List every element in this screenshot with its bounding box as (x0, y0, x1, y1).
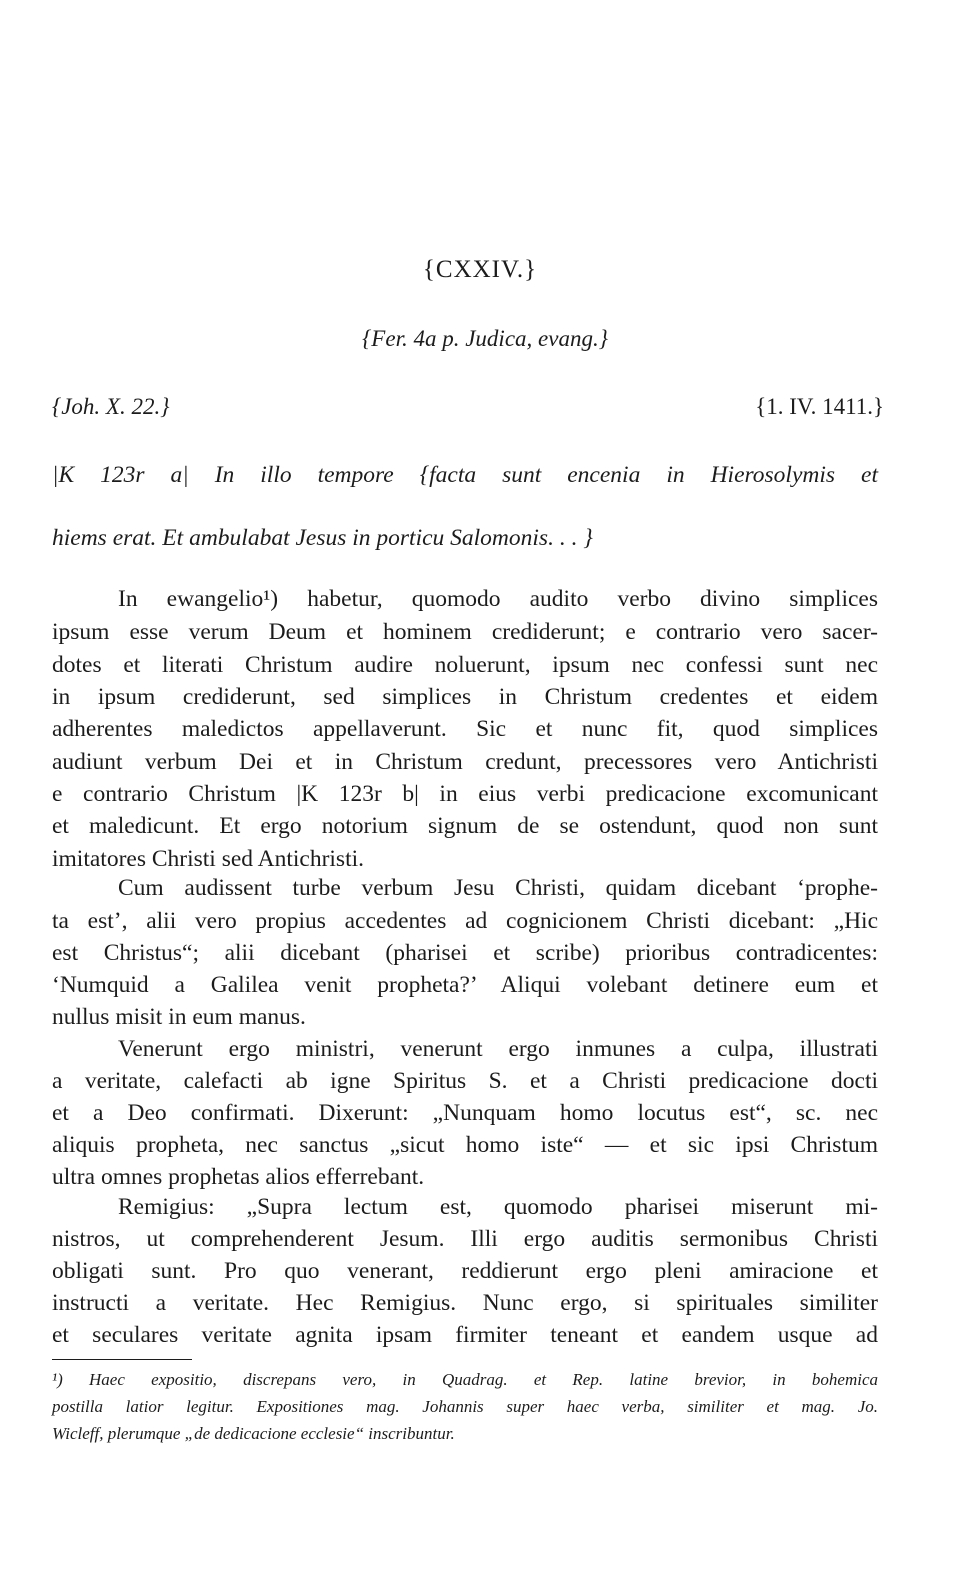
paragraph-line: ultra omnes prophetas alios efferrebant. (52, 1164, 425, 1190)
paragraph-line: nistros, ut comprehenderent Jesum. Illi ergo auditis sermonibus Christi (52, 1226, 878, 1252)
paragraph-line: imitatores Christi sed Antichristi. (52, 846, 365, 872)
incipit-line: |K 123r a| In illo tempore {facta sunt encenia in Hierosolymis et (52, 462, 878, 488)
paragraph-line: Remigius: „Supra lectum est, quomodo pharisei miserunt mi- (118, 1194, 878, 1220)
paragraph-line: e contrario Christum |K 123r b| in eius verbi predicacione excomunicant (52, 781, 878, 807)
paragraph-line: et seculares veritate agnita ipsam firmiter teneant et eandem usque ad (52, 1322, 878, 1348)
paragraph-line: dotes et literati Christum audire noluerunt, ipsum nec confessi sunt nec (52, 652, 878, 678)
paragraph-line: aliquis propheta, nec sanctus „sicut homo iste“ — et sic ipsi Christum (52, 1132, 878, 1158)
paragraph-line: audiunt verbum Dei et in Christum credunt, precessores vero Antichristi (52, 749, 878, 775)
footnote-line: Wicleff, plerumque „de dedicacione ecclesie“ inscribuntur. (52, 1424, 455, 1443)
footnote-line: postilla latior legitur. Expositiones mag. Johannis super haec verba, similiter et mag. Jo. (52, 1397, 878, 1416)
date-reference: {1. IV. 1411.} (755, 394, 884, 419)
paragraph-line: nullus misit in eum manus. (52, 1004, 306, 1030)
paragraph-line: ‘Numquid a Galilea venit propheta?’ Aliqui volebant detinere eum et (52, 972, 878, 998)
incipit-line: hiems erat. Et ambulabat Jesus in porticu Salomonis. . . } (52, 525, 593, 551)
paragraph-line: et a Deo confirmati. Dixerunt: „Nunquam homo locutus est“, sc. nec (52, 1100, 878, 1126)
paragraph-line: instructi a veritate. Hec Remigius. Nunc ergo, si spirituales similiter (52, 1290, 878, 1316)
liturgical-day: {Fer. 4a p. Judica, evang.} (362, 326, 608, 351)
scripture-reference: {Joh. X. 22.} (52, 394, 170, 419)
paragraph-line: ipsum esse verum Deum et hominem crediderunt; e contrario vero sacer- (52, 619, 878, 645)
paragraph-line: In ewangelio¹) habetur, quomodo audito verbo divino simplices (118, 586, 878, 612)
sermon-number: {CXXIV.} (422, 256, 538, 283)
footnote-divider (52, 1359, 192, 1360)
paragraph-line: est Christus“; alii dicebant (pharisei et scribe) prioribus contradicentes: (52, 940, 878, 966)
paragraph-line: a veritate, calefacti ab igne Spiritus S. et a Christi predicacione docti (52, 1068, 878, 1094)
paragraph-line: ta est’, alii vero propius accedentes ad cognicionem Christi dicebant: „Hic (52, 908, 878, 934)
paragraph-line: in ipsum crediderunt, sed simplices in Christum credentes et eidem (52, 684, 878, 710)
paragraph-line: Cum audissent turbe verbum Jesu Christi, quidam dicebant ‘prophe- (118, 875, 878, 901)
footnote-line: ¹) Haec expositio, discrepans vero, in Quadrag. et Rep. latine brevior, in bohemica (52, 1370, 878, 1389)
paragraph-line: obligati sunt. Pro quo venerant, reddierunt ergo pleni amiracione et (52, 1258, 878, 1284)
paragraph-line: Venerunt ergo ministri, venerunt ergo inmunes a culpa, illustrati (118, 1036, 878, 1062)
paragraph-line: adherentes maledictos appellaverunt. Sic et nunc fit, quod simplices (52, 716, 878, 742)
paragraph-line: et maledicunt. Et ergo notorium signum de se ostendunt, quod non sunt (52, 813, 878, 839)
